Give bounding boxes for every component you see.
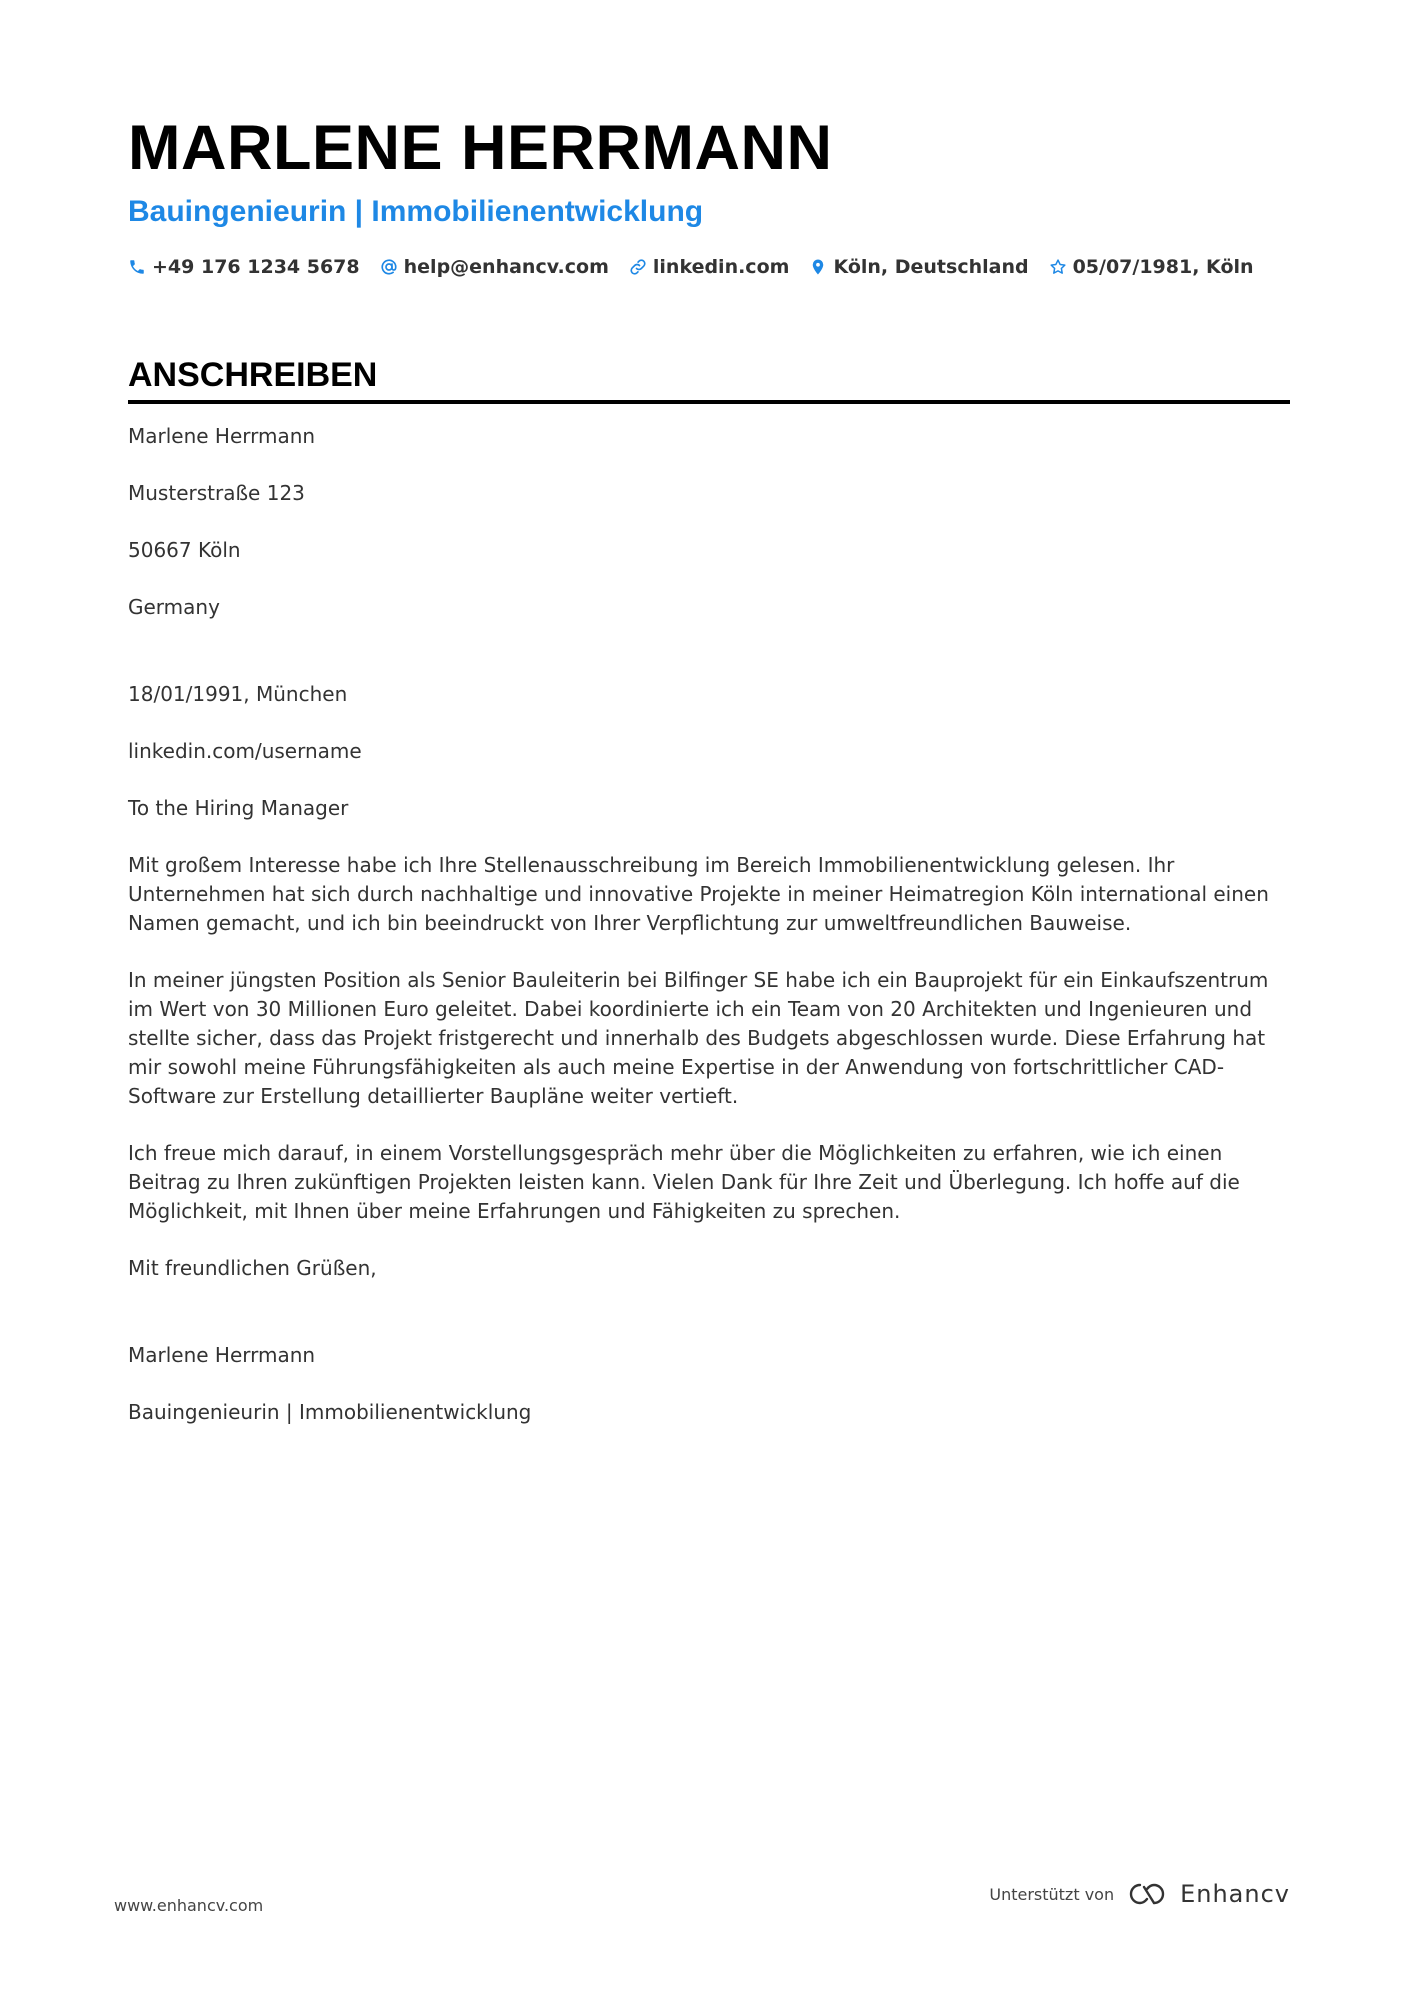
footer-website[interactable]: www.enhancv.com <box>114 1896 264 1915</box>
letter-paragraph: Ich freue mich darauf, in einem Vorstellungsgespräch mehr über die Möglichkeiten zu erfahren, wie ich einen Beitrag zu Ihren zukünftigen Projekten leisten kann. Vielen Dank für Ihre Zeit und Überlegung. Ich hoffe auf die Möglichkeit, mit Ihnen über meine Erfahrungen und Fähigkeiten zu sprechen. <box>128 1141 1240 1223</box>
cover-letter-page <box>128 112 1290 1455</box>
star-icon <box>1049 258 1067 276</box>
letter-profile-link[interactable]: linkedin.com/username <box>128 739 362 763</box>
contact-linkedin-text: linkedin.com <box>652 256 790 278</box>
signature-title: Bauingenieurin | Immobilienentwicklung <box>128 1400 532 1424</box>
brand-name: Enhancv <box>1180 1880 1290 1908</box>
contact-birth-text: 05/07/1981, Köln <box>1072 256 1254 278</box>
signature-name: Marlene Herrmann <box>128 1343 316 1367</box>
phone-icon <box>128 258 146 276</box>
section-heading: ANSCHREIBEN <box>128 354 1290 404</box>
letter-paragraph: Mit großem Interesse habe ich Ihre Stellenausschreibung im Bereich Immobilienentwicklung gelesen. Ihr Unternehmen hat sich durch nachhaltige und innovative Projekte in meiner Heimatregion Köln international einen Namen gemacht, und ich bin beeindruckt von Ihrer Verpflichtung zur umweltfreundlichen Bauweise. <box>128 853 1269 935</box>
footer-branding[interactable] <box>989 1880 1290 1908</box>
letter-paragraph: In meiner jüngsten Position als Senior Bauleiterin bei Bilfinger SE habe ich ein Bauprojekt für ein Einkaufszentrum im Wert von 30 Millionen Euro geleitet. Dabei koordinierte ich ein Team von 20 Architekten und Ingenieuren und stellte sicher, dass das Projekt fristgerecht und innerhalb des Budgets abgeschlossen wurde. Diese Erfahrung hat mir sowohl meine Führungsfähigkeiten als auch meine Expertise in der Anwendung von fortschrittlicher CAD-Software zur Erstellung detaillierter Baupläne weiter vertieft. <box>128 968 1269 1108</box>
contact-bar <box>128 252 1290 282</box>
sender-street: Musterstraße 123 <box>128 481 305 505</box>
enhancv-logo-icon <box>1126 1881 1172 1907</box>
powered-by-label: Unterstützt von <box>989 1884 1115 1904</box>
letter-body <box>128 422 1290 1427</box>
sender-country: Germany <box>128 595 220 619</box>
letter-date-place: 18/01/1991, München <box>128 682 348 706</box>
link-icon <box>629 258 647 276</box>
at-icon <box>380 258 398 276</box>
location-pin-icon <box>809 258 827 276</box>
contact-location <box>809 256 1028 278</box>
letter-closing: Mit freundlichen Grüßen, <box>128 1256 377 1280</box>
contact-birth <box>1049 256 1254 278</box>
contact-phone[interactable] <box>128 256 360 278</box>
contact-email[interactable] <box>380 256 609 278</box>
candidate-name: MARLENE HERRMANN <box>128 113 833 183</box>
contact-phone-text: +49 176 1234 5678 <box>152 256 360 278</box>
sender-city: 50667 Köln <box>128 538 241 562</box>
contact-email-text: help@enhancv.com <box>403 256 609 278</box>
sender-name: Marlene Herrmann <box>128 424 316 448</box>
contact-location-text: Köln, Deutschland <box>833 256 1029 278</box>
contact-linkedin[interactable] <box>629 256 790 278</box>
letter-recipient: To the Hiring Manager <box>128 796 349 820</box>
candidate-title: Bauingenieurin | Immobilienentwicklung <box>128 195 704 228</box>
